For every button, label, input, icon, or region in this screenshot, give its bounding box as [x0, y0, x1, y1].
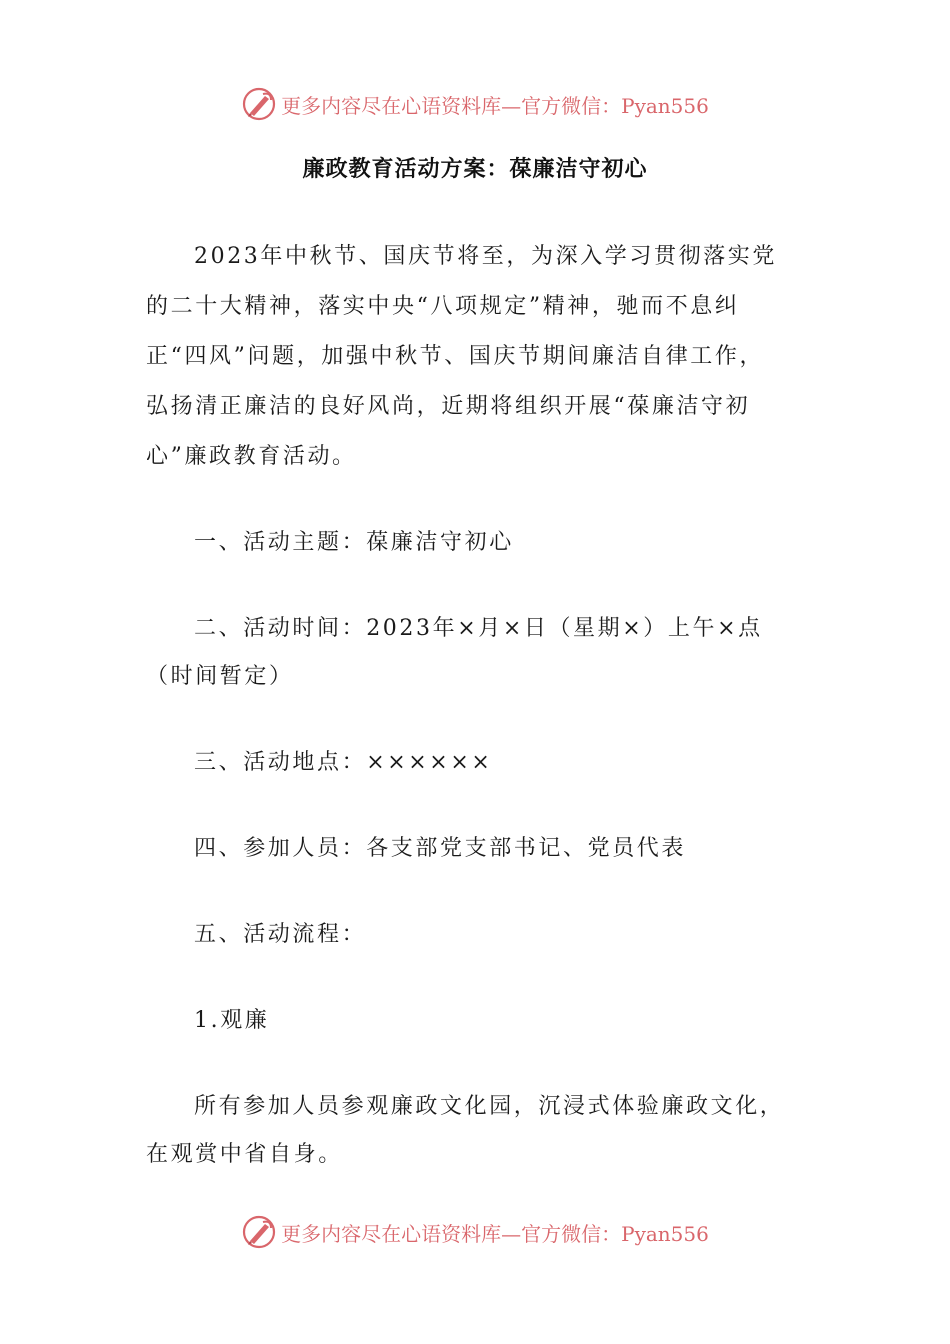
- intro-line-1: 2023年中秋节、国庆节将至，为深入学习贯彻落实党: [194, 244, 777, 269]
- footer-banner: [0, 1212, 950, 1252]
- intro-line-3: 正“四风”问题，加强中秋节、国庆节期间廉洁自律工作，: [146, 344, 765, 369]
- document-title: 廉政教育活动方案：葆廉洁守初心: [302, 156, 648, 182]
- header-banner: [0, 84, 950, 124]
- pen-logo-icon: [241, 1214, 277, 1250]
- pen-logo-icon: [241, 86, 277, 122]
- section-process: 五、活动流程：: [194, 922, 367, 947]
- intro-line-5: 心”廉政教育活动。: [146, 444, 357, 469]
- item-body-line-1: 所有参加人员参观廉政文化园，沉浸式体验廉政文化，: [194, 1094, 785, 1119]
- intro-line-2: 的二十大精神，落实中央“八项规定”精神，驰而不息纠: [146, 294, 740, 319]
- banner-text: 更多内容尽在心语资料库—官方微信：Pyan556: [281, 93, 709, 118]
- banner-text: 更多内容尽在心语资料库—官方微信：Pyan556: [281, 1221, 709, 1246]
- section-location: 三、活动地点：××××××: [194, 750, 493, 775]
- section-time: 二、活动时间：2023年×月×日（星期×）上午×点: [194, 616, 763, 641]
- intro-line-4: 弘扬清正廉洁的良好风尚，近期将组织开展“葆廉洁守初: [146, 394, 751, 419]
- item-body-line-2: 在观赏中省自身。: [146, 1142, 343, 1167]
- section-theme: 一、活动主题：葆廉洁守初心: [194, 530, 514, 555]
- section-time-note: （时间暂定）: [146, 664, 294, 689]
- item-heading: 1.观廉: [194, 1008, 270, 1033]
- section-participants: 四、参加人员：各支部党支部书记、党员代表: [194, 836, 687, 861]
